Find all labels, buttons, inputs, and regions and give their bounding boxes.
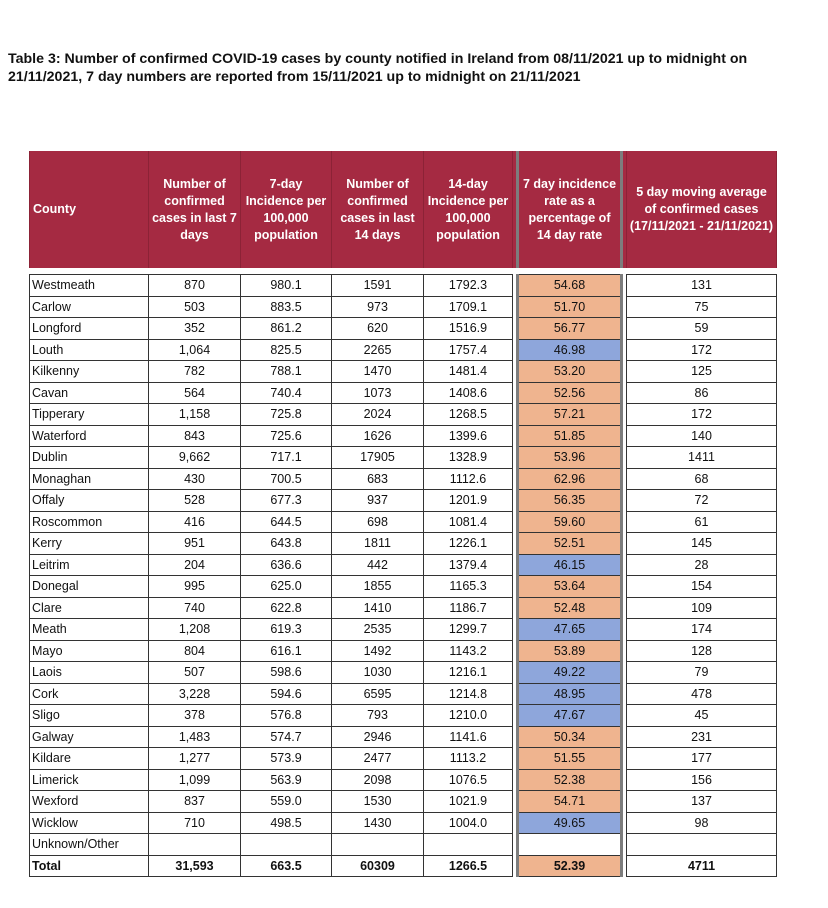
- rate-pct-cell: 56.35: [518, 490, 622, 512]
- incidence-7-cell: 644.5: [241, 511, 332, 533]
- table-row: [30, 425, 777, 447]
- moving-avg-cell: 478: [627, 683, 777, 705]
- rate-pct-cell: 57.21: [518, 404, 622, 426]
- cases-14-cell: 1591: [332, 275, 424, 297]
- rate-pct-cell: 51.55: [518, 748, 622, 770]
- incidence-7-cell: 622.8: [241, 597, 332, 619]
- rate-pct-cell: 52.38: [518, 769, 622, 791]
- incidence-7-cell: 616.1: [241, 640, 332, 662]
- county-cell: Tipperary: [30, 404, 149, 426]
- incidence-14-cell: 1266.5: [424, 855, 513, 877]
- county-cell: Leitrim: [30, 554, 149, 576]
- cases-14-cell: 1030: [332, 662, 424, 684]
- county-cell: Sligo: [30, 705, 149, 727]
- rate-pct-cell: 46.98: [518, 339, 622, 361]
- cases-14-cell: 1430: [332, 812, 424, 834]
- rate-pct-cell: 53.96: [518, 447, 622, 469]
- incidence-7-cell: 980.1: [241, 275, 332, 297]
- cases-14-cell: 2535: [332, 619, 424, 641]
- cases-14-cell: 6595: [332, 683, 424, 705]
- cases-7-cell: 951: [149, 533, 241, 555]
- incidence-7-cell: 573.9: [241, 748, 332, 770]
- rate-pct-cell: 53.89: [518, 640, 622, 662]
- incidence-14-cell: 1268.5: [424, 404, 513, 426]
- incidence-14-cell: 1516.9: [424, 318, 513, 340]
- county-cell: Louth: [30, 339, 149, 361]
- table-row: [30, 662, 777, 684]
- cases-7-cell: 710: [149, 812, 241, 834]
- header-incidence-7: 7-day Incidence per 100,000 population: [241, 151, 332, 268]
- cases-14-cell: 2098: [332, 769, 424, 791]
- incidence-7-cell: 598.6: [241, 662, 332, 684]
- cases-7-cell: 507: [149, 662, 241, 684]
- header-county: County: [30, 151, 149, 268]
- rate-pct-cell: 54.68: [518, 275, 622, 297]
- table-row: [30, 382, 777, 404]
- table-row: [30, 339, 777, 361]
- cases-7-cell: 995: [149, 576, 241, 598]
- cases-14-cell: 937: [332, 490, 424, 512]
- covid-table-container: [29, 151, 777, 877]
- cases-14-cell: 60309: [332, 855, 424, 877]
- cases-14-cell: 17905: [332, 447, 424, 469]
- rate-pct-cell: 47.65: [518, 619, 622, 641]
- incidence-14-cell: 1076.5: [424, 769, 513, 791]
- incidence-7-cell: 643.8: [241, 533, 332, 555]
- county-cell: Waterford: [30, 425, 149, 447]
- incidence-7-cell: 576.8: [241, 705, 332, 727]
- incidence-14-cell: 1165.3: [424, 576, 513, 598]
- incidence-7-cell: 725.6: [241, 425, 332, 447]
- incidence-14-cell: 1299.7: [424, 619, 513, 641]
- incidence-14-cell: 1201.9: [424, 490, 513, 512]
- moving-avg-cell: 98: [627, 812, 777, 834]
- rate-pct-cell: 53.20: [518, 361, 622, 383]
- county-cell: Unknown/Other: [30, 834, 149, 856]
- cases-14-cell: 793: [332, 705, 424, 727]
- cases-7-cell: 416: [149, 511, 241, 533]
- incidence-7-cell: 663.5: [241, 855, 332, 877]
- county-cell: Cavan: [30, 382, 149, 404]
- table-row: [30, 490, 777, 512]
- moving-avg-cell: 172: [627, 339, 777, 361]
- cases-14-cell: 1492: [332, 640, 424, 662]
- cases-7-cell: 870: [149, 275, 241, 297]
- table-row: [30, 576, 777, 598]
- cases-7-cell: [149, 834, 241, 856]
- table-row: [30, 404, 777, 426]
- county-cell: Mayo: [30, 640, 149, 662]
- rate-pct-cell: 49.22: [518, 662, 622, 684]
- cases-7-cell: 843: [149, 425, 241, 447]
- header-cases-14: Number of confirmed cases in last 14 days: [332, 151, 424, 268]
- incidence-14-cell: 1481.4: [424, 361, 513, 383]
- incidence-14-cell: 1186.7: [424, 597, 513, 619]
- cases-7-cell: 528: [149, 490, 241, 512]
- incidence-7-cell: 825.5: [241, 339, 332, 361]
- header-incidence-14: 14-day Incidence per 100,000 population: [424, 151, 513, 268]
- cases-7-cell: 503: [149, 296, 241, 318]
- moving-avg-cell: 172: [627, 404, 777, 426]
- incidence-7-cell: 563.9: [241, 769, 332, 791]
- moving-avg-cell: 154: [627, 576, 777, 598]
- table-row: [30, 812, 777, 834]
- moving-avg-cell: 79: [627, 662, 777, 684]
- incidence-14-cell: 1004.0: [424, 812, 513, 834]
- header-rate-pct: 7 day incidence rate as a percentage of 14 day rate: [518, 151, 622, 268]
- county-cell: Galway: [30, 726, 149, 748]
- cases-7-cell: 3,228: [149, 683, 241, 705]
- rate-pct-cell: 52.51: [518, 533, 622, 555]
- moving-avg-cell: 145: [627, 533, 777, 555]
- incidence-14-cell: 1226.1: [424, 533, 513, 555]
- rate-pct-cell: 52.48: [518, 597, 622, 619]
- cases-7-cell: 782: [149, 361, 241, 383]
- table-row: [30, 318, 777, 340]
- incidence-7-cell: 883.5: [241, 296, 332, 318]
- header-cases-7: Number of confirmed cases in last 7 days: [149, 151, 241, 268]
- cases-7-cell: 1,064: [149, 339, 241, 361]
- moving-avg-cell: 4711: [627, 855, 777, 877]
- rate-pct-cell: [518, 834, 622, 856]
- county-cell: Longford: [30, 318, 149, 340]
- incidence-7-cell: 625.0: [241, 576, 332, 598]
- cases-14-cell: 1470: [332, 361, 424, 383]
- rate-pct-cell: 52.56: [518, 382, 622, 404]
- cases-7-cell: 378: [149, 705, 241, 727]
- incidence-7-cell: 725.8: [241, 404, 332, 426]
- moving-avg-cell: 137: [627, 791, 777, 813]
- table-row: [30, 554, 777, 576]
- incidence-7-cell: 619.3: [241, 619, 332, 641]
- cases-7-cell: 804: [149, 640, 241, 662]
- county-cell: Kildare: [30, 748, 149, 770]
- table-row: [30, 468, 777, 490]
- incidence-14-cell: 1113.2: [424, 748, 513, 770]
- rate-pct-cell: 49.65: [518, 812, 622, 834]
- county-cell: Roscommon: [30, 511, 149, 533]
- cases-7-cell: 9,662: [149, 447, 241, 469]
- cases-14-cell: 442: [332, 554, 424, 576]
- cases-7-cell: 430: [149, 468, 241, 490]
- county-cell: Dublin: [30, 447, 149, 469]
- moving-avg-cell: 140: [627, 425, 777, 447]
- covid-cases-table: [29, 151, 777, 877]
- incidence-14-cell: 1081.4: [424, 511, 513, 533]
- county-cell: Laois: [30, 662, 149, 684]
- incidence-14-cell: 1214.8: [424, 683, 513, 705]
- incidence-7-cell: 861.2: [241, 318, 332, 340]
- county-cell: Wicklow: [30, 812, 149, 834]
- cases-7-cell: 1,158: [149, 404, 241, 426]
- table-row: [30, 619, 777, 641]
- rate-pct-cell: 46.15: [518, 554, 622, 576]
- county-cell: Wexford: [30, 791, 149, 813]
- cases-7-cell: 31,593: [149, 855, 241, 877]
- rate-pct-cell: 54.71: [518, 791, 622, 813]
- cases-14-cell: 1410: [332, 597, 424, 619]
- cases-14-cell: 620: [332, 318, 424, 340]
- cases-14-cell: 2265: [332, 339, 424, 361]
- moving-avg-cell: 72: [627, 490, 777, 512]
- cases-14-cell: [332, 834, 424, 856]
- table-body: [30, 268, 777, 877]
- cases-14-cell: 2024: [332, 404, 424, 426]
- incidence-14-cell: 1757.4: [424, 339, 513, 361]
- incidence-7-cell: [241, 834, 332, 856]
- incidence-14-cell: 1709.1: [424, 296, 513, 318]
- cases-14-cell: 1811: [332, 533, 424, 555]
- cases-7-cell: 740: [149, 597, 241, 619]
- cases-14-cell: 683: [332, 468, 424, 490]
- cases-7-cell: 1,483: [149, 726, 241, 748]
- county-cell: Monaghan: [30, 468, 149, 490]
- moving-avg-cell: 59: [627, 318, 777, 340]
- moving-avg-cell: 128: [627, 640, 777, 662]
- table-row: [30, 447, 777, 469]
- incidence-14-cell: 1210.0: [424, 705, 513, 727]
- incidence-7-cell: 559.0: [241, 791, 332, 813]
- table-title: Table 3: Number of confirmed COVID-19 cases by county notified in Ireland from 08/11/2021 up to midnight on 21/11/2021, 7 day numbers are reported from 15/11/2021 up to midnight on 21/11/2021: [8, 51, 748, 85]
- table-row: [30, 275, 777, 297]
- moving-avg-cell: 231: [627, 726, 777, 748]
- header-moving-avg: 5 day moving average of confirmed cases (17/11/2021 - 21/11/2021): [627, 151, 777, 268]
- moving-avg-cell: 28: [627, 554, 777, 576]
- cases-7-cell: 1,208: [149, 619, 241, 641]
- rate-pct-cell: 53.64: [518, 576, 622, 598]
- cases-7-cell: 1,099: [149, 769, 241, 791]
- county-cell: Total: [30, 855, 149, 877]
- county-cell: Westmeath: [30, 275, 149, 297]
- moving-avg-cell: 86: [627, 382, 777, 404]
- table-row: [30, 834, 777, 856]
- incidence-7-cell: 717.1: [241, 447, 332, 469]
- cases-7-cell: 837: [149, 791, 241, 813]
- moving-avg-cell: 131: [627, 275, 777, 297]
- moving-avg-cell: [627, 834, 777, 856]
- moving-avg-cell: 156: [627, 769, 777, 791]
- cases-14-cell: 1073: [332, 382, 424, 404]
- rate-pct-cell: 56.77: [518, 318, 622, 340]
- table-row: [30, 597, 777, 619]
- rate-pct-cell: 47.67: [518, 705, 622, 727]
- moving-avg-cell: 68: [627, 468, 777, 490]
- moving-avg-cell: 125: [627, 361, 777, 383]
- table-row: [30, 533, 777, 555]
- incidence-14-cell: 1328.9: [424, 447, 513, 469]
- table-row: [30, 361, 777, 383]
- table-row: [30, 791, 777, 813]
- incidence-7-cell: 740.4: [241, 382, 332, 404]
- table-row: [30, 748, 777, 770]
- rate-pct-cell: 52.39: [518, 855, 622, 877]
- incidence-7-cell: 636.6: [241, 554, 332, 576]
- cases-14-cell: 1626: [332, 425, 424, 447]
- county-cell: Kilkenny: [30, 361, 149, 383]
- incidence-7-cell: 788.1: [241, 361, 332, 383]
- header-row: [30, 151, 777, 268]
- moving-avg-cell: 1411: [627, 447, 777, 469]
- table-row: [30, 640, 777, 662]
- cases-7-cell: 352: [149, 318, 241, 340]
- rate-pct-cell: 50.34: [518, 726, 622, 748]
- county-cell: Kerry: [30, 533, 149, 555]
- cases-14-cell: 973: [332, 296, 424, 318]
- table-row: [30, 769, 777, 791]
- rate-pct-cell: 51.85: [518, 425, 622, 447]
- incidence-14-cell: 1379.4: [424, 554, 513, 576]
- table-row: [30, 705, 777, 727]
- incidence-14-cell: 1408.6: [424, 382, 513, 404]
- incidence-14-cell: 1399.6: [424, 425, 513, 447]
- incidence-14-cell: 1141.6: [424, 726, 513, 748]
- table-row: [30, 296, 777, 318]
- incidence-14-cell: 1021.9: [424, 791, 513, 813]
- total-row: [30, 855, 777, 877]
- moving-avg-cell: 45: [627, 705, 777, 727]
- cases-14-cell: 2946: [332, 726, 424, 748]
- incidence-7-cell: 574.7: [241, 726, 332, 748]
- county-cell: Clare: [30, 597, 149, 619]
- incidence-7-cell: 677.3: [241, 490, 332, 512]
- incidence-14-cell: 1143.2: [424, 640, 513, 662]
- incidence-14-cell: 1792.3: [424, 275, 513, 297]
- county-cell: Carlow: [30, 296, 149, 318]
- rate-pct-cell: 59.60: [518, 511, 622, 533]
- moving-avg-cell: 177: [627, 748, 777, 770]
- table-row: [30, 683, 777, 705]
- incidence-14-cell: 1112.6: [424, 468, 513, 490]
- incidence-14-cell: [424, 834, 513, 856]
- county-cell: Limerick: [30, 769, 149, 791]
- moving-avg-cell: 75: [627, 296, 777, 318]
- rate-pct-cell: 62.96: [518, 468, 622, 490]
- county-cell: Donegal: [30, 576, 149, 598]
- county-cell: Cork: [30, 683, 149, 705]
- moving-avg-cell: 174: [627, 619, 777, 641]
- cases-7-cell: 204: [149, 554, 241, 576]
- moving-avg-cell: 109: [627, 597, 777, 619]
- cases-14-cell: 2477: [332, 748, 424, 770]
- rate-pct-cell: 51.70: [518, 296, 622, 318]
- cases-7-cell: 564: [149, 382, 241, 404]
- cases-14-cell: 1855: [332, 576, 424, 598]
- cases-14-cell: 1530: [332, 791, 424, 813]
- incidence-7-cell: 594.6: [241, 683, 332, 705]
- county-cell: Offaly: [30, 490, 149, 512]
- table-row: [30, 726, 777, 748]
- incidence-7-cell: 700.5: [241, 468, 332, 490]
- incidence-7-cell: 498.5: [241, 812, 332, 834]
- cases-7-cell: 1,277: [149, 748, 241, 770]
- rate-pct-cell: 48.95: [518, 683, 622, 705]
- county-cell: Meath: [30, 619, 149, 641]
- incidence-14-cell: 1216.1: [424, 662, 513, 684]
- moving-avg-cell: 61: [627, 511, 777, 533]
- table-row: [30, 511, 777, 533]
- cases-14-cell: 698: [332, 511, 424, 533]
